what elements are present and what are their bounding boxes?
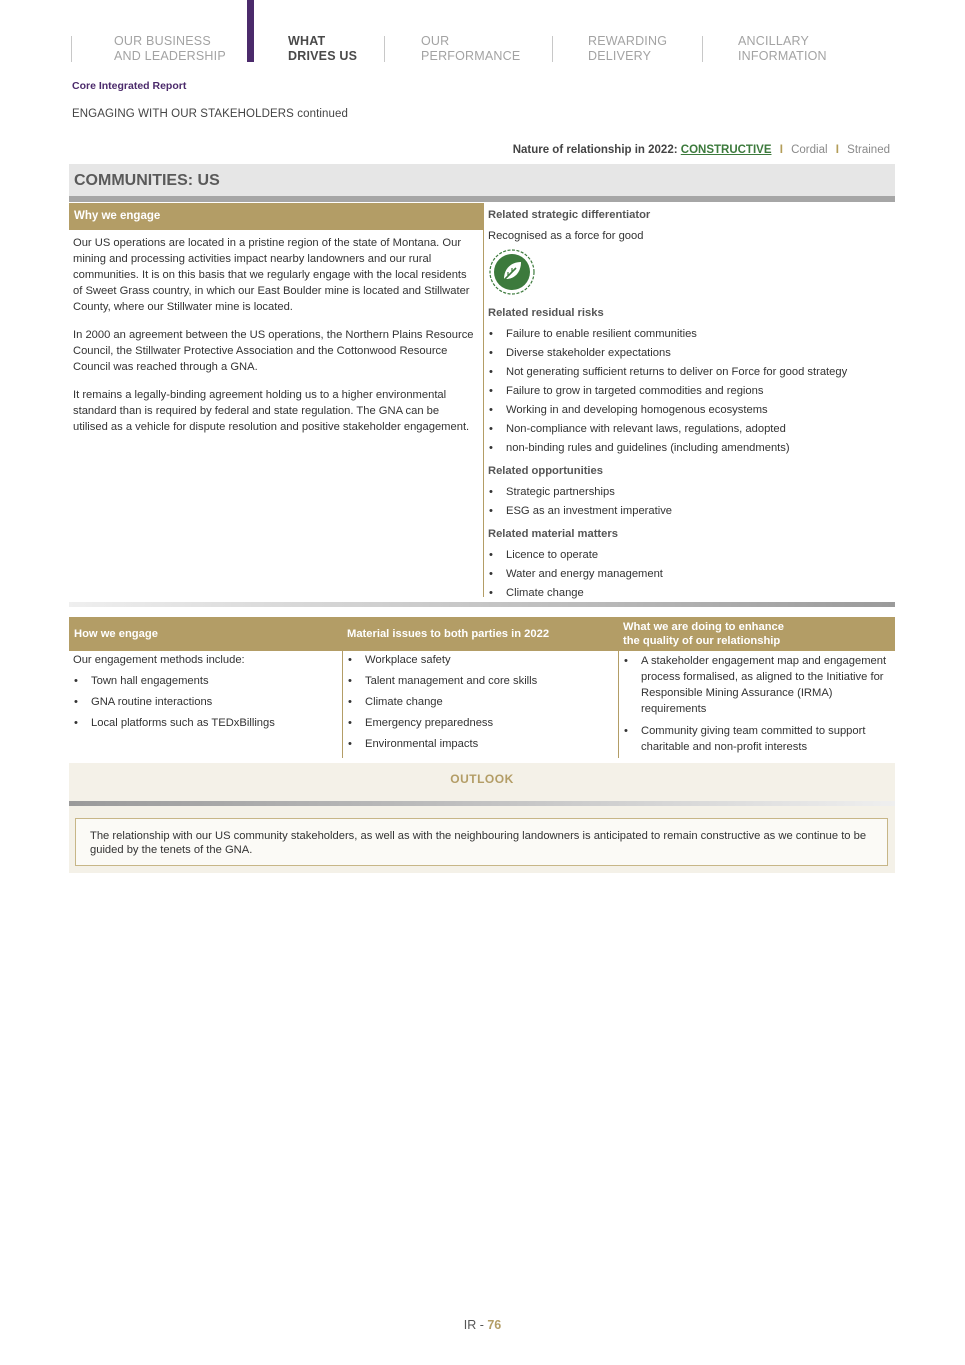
enhance-relationship-column	[623, 653, 888, 763]
list-item: • Licence to operate	[488, 548, 892, 563]
enhance-list	[623, 653, 888, 755]
header-material-issues: Material issues to both parties in 2022	[347, 628, 550, 640]
list-item: • Non-compliance with relevant laws, regulations, adopted	[488, 422, 892, 437]
header-enhance-line1: What we are doing to enhance	[623, 621, 784, 633]
page-footer	[0, 1318, 965, 1332]
material-issues-column	[347, 653, 609, 760]
list-item: • Climate change	[488, 586, 892, 601]
list-item: • Working in and developing homogenous ecosystems	[488, 403, 892, 418]
nav-item-our-performance[interactable]: OUR PERFORMANCE	[421, 34, 521, 63]
table-column-divider	[618, 651, 619, 758]
strategic-differentiator-header: Related strategic differentiator	[488, 209, 651, 221]
outlook-text: The relationship with our US community stakeholders, as well as with the neighbouring landowners is anticipated to remain constructive as we continue to be guided by the tenets of the GNA.	[75, 818, 888, 866]
nav-item-rewarding-delivery[interactable]: REWARDING DELIVERY	[588, 34, 668, 63]
material-issues-list	[347, 653, 609, 752]
nav-separator	[702, 36, 703, 62]
list-item: • Emergency preparedness	[347, 716, 609, 731]
relationship-option-strained: Strained	[847, 144, 890, 156]
how-intro: Our engagement methods include:	[73, 654, 245, 666]
related-info-column	[488, 208, 892, 609]
why-paragraph: In 2000 an agreement between the US operations, the Northern Plains Resource Council, the Stillwater Protective Association and the Cottonwood Resource Council was reached through a GNA.	[73, 329, 474, 373]
relationship-option-cordial: Cordial	[791, 144, 828, 156]
opportunities-list	[488, 485, 892, 519]
engagement-table-header	[69, 617, 895, 651]
footer-prefix: IR -	[463, 1318, 484, 1332]
list-item: • Town hall engagements	[73, 674, 335, 689]
list-item: • Not generating sufficient returns to deliver on Force for good strategy	[488, 365, 892, 380]
list-item: • Workplace safety	[347, 653, 609, 668]
outlook-title: OUTLOOK	[69, 763, 895, 801]
why-paragraph: Our US operations are located in a pristine region of the state of Montana. Our mining and processing activities impact nearby landowners and our rural communities. It is on this basis that we regularly engage with the local residents of Sweet Grass country, in which our East Boulder mine is located and Stillwater County, where our Stillwater mine is located.	[73, 237, 470, 313]
list-item: • Environmental impacts	[347, 737, 609, 752]
strategic-differentiator-text: Recognised as a force for good	[488, 230, 644, 242]
why-we-engage-header: Why we engage	[69, 203, 483, 230]
nav-separator	[71, 36, 72, 62]
list-item: • Failure to grow in targeted commodities and regions	[488, 384, 892, 399]
relationship-current: CONSTRUCTIVE	[680, 144, 772, 156]
page-number: 76	[487, 1318, 502, 1332]
list-item: • Local platforms such as TEDxBillings	[73, 716, 335, 731]
nav-separator	[552, 36, 553, 62]
how-we-engage-column	[73, 653, 335, 739]
residual-risks-header: Related residual risks	[488, 307, 604, 319]
section-rule	[69, 602, 895, 607]
relationship-separator: I	[779, 144, 783, 156]
column-divider	[483, 203, 484, 597]
how-list	[73, 674, 335, 731]
outlook-panel	[69, 806, 895, 873]
communities-title: COMMUNITIES: US	[69, 164, 895, 196]
section-subtitle: ENGAGING WITH OUR STAKEHOLDERS continued	[72, 108, 349, 120]
list-item: • Diverse stakeholder expectations	[488, 346, 892, 361]
header-enhance-relationship	[623, 617, 883, 651]
list-item: • Strategic partnerships	[488, 485, 892, 500]
why-we-engage-body	[73, 235, 475, 447]
residual-risks-list	[488, 327, 892, 456]
leaf-icon	[488, 248, 536, 296]
top-navigation	[0, 0, 965, 80]
title-rule	[69, 196, 895, 202]
nav-separator	[384, 36, 385, 62]
list-item: • A stakeholder engagement map and engagement process formalised, as aligned to the Initiative for Responsible Mining Assurance (IRMA) requirements	[623, 653, 888, 717]
relationship-label: Nature of relationship in 2022:	[512, 144, 678, 156]
header-enhance-line2: the quality of our relationship	[623, 635, 781, 647]
nav-active-indicator	[247, 0, 254, 62]
nav-item-ancillary-information[interactable]: ANCILLARY INFORMATION	[738, 34, 827, 63]
list-item: • Failure to enable resilient communities	[488, 327, 892, 342]
list-item: • non-binding rules and guidelines (including amendments)	[488, 441, 892, 456]
list-item: • Water and energy management	[488, 567, 892, 582]
opportunities-header: Related opportunities	[488, 465, 603, 477]
breadcrumb[interactable]: Core Integrated Report	[72, 80, 187, 92]
material-matters-header: Related material matters	[488, 528, 618, 540]
list-item: • GNA routine interactions	[73, 695, 335, 710]
why-paragraph: It remains a legally-binding agreement holding us to a higher environmental standard than is required by federal and state regulation. The GNA can be utilised as a vehicle for dispute resolution and positive stakeholder engagement.	[73, 389, 470, 433]
nav-item-what-drives-us[interactable]: WHAT DRIVES US	[288, 34, 358, 63]
list-item: • ESG as an investment imperative	[488, 504, 892, 519]
relationship-separator: I	[835, 144, 839, 156]
nav-item-our-business[interactable]: OUR BUSINESS AND LEADERSHIP	[114, 34, 226, 63]
table-column-divider	[342, 651, 343, 758]
material-matters-list	[488, 548, 892, 601]
list-item: • Climate change	[347, 695, 609, 710]
list-item: • Community giving team committed to support charitable and non-profit interests	[623, 723, 888, 755]
list-item: • Talent management and core skills	[347, 674, 609, 689]
header-how-we-engage: How we engage	[74, 628, 158, 640]
relationship-status	[513, 144, 890, 156]
